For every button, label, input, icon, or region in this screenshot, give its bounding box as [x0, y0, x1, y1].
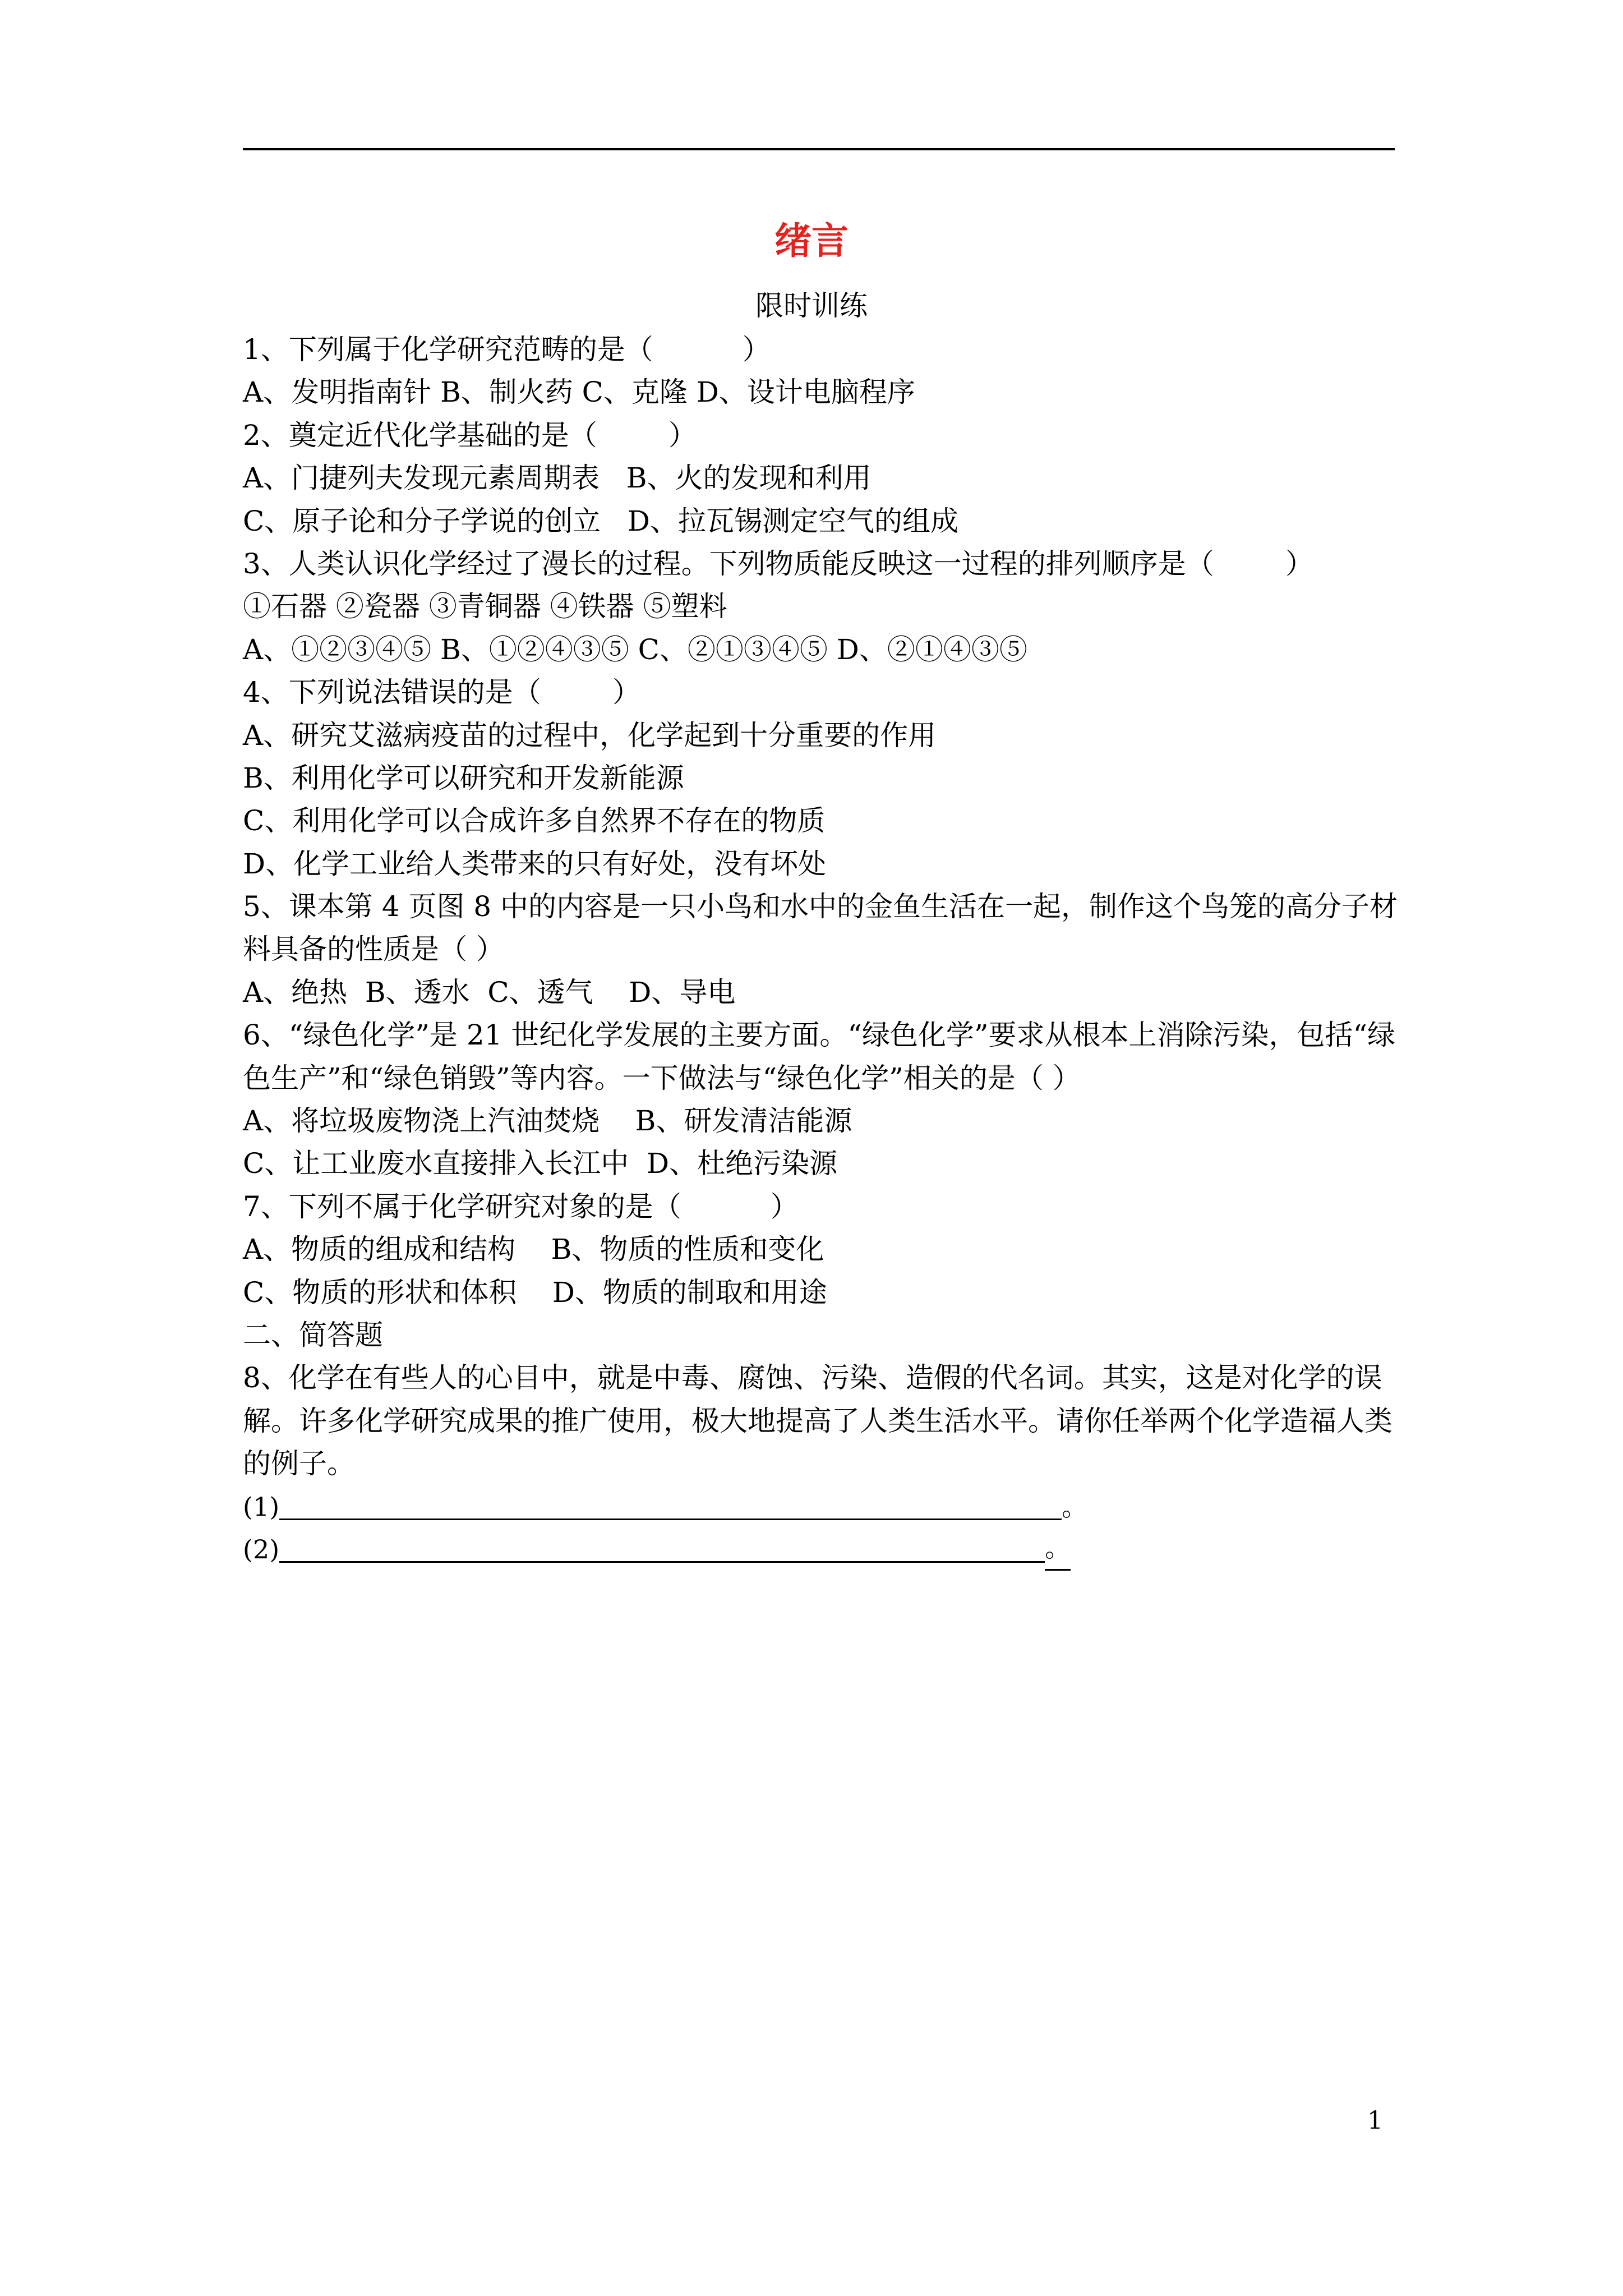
- question-5: 5、课本第 4 页图 8 中的内容是一只小鸟和水中的金鱼生活在一起，制作这个鸟笼的高分子材料具备的性质是（ ）: [243, 890, 1398, 966]
- answer-line-2: [243, 1528, 1398, 1571]
- question-6: 6、“绿色化学”是 21 世纪化学发展的主要方面。“绿色化学”要求从根本上消除污染，包括“绿色生产”和“绿色销毁”等内容。一下做法与“绿色化学”相关的是（ ）: [243, 1019, 1396, 1094]
- page-title: 绪言: [774, 219, 849, 263]
- question-1: 1、下列属于化学研究范畴的是（ ）: [243, 333, 771, 366]
- section-heading-short-answer: 二、简答题: [243, 1319, 383, 1352]
- question-4: 4、下列说法错误的是（ ）: [243, 676, 640, 709]
- question-2-options-ab: A、门捷列夫发现元素周期表 B、火的发现和利用: [243, 462, 872, 495]
- page-subtitle: 限时训练: [755, 289, 868, 322]
- question-content: [243, 328, 1398, 1571]
- answer-line-2-blank[interactable]: [279, 1533, 1045, 1563]
- question-6-options-cd: C、让工业废水直接排入长江中 D、杜绝污染源: [243, 1147, 838, 1180]
- question-4-option-d: D、化学工业给人类带来的只有好处，没有坏处: [243, 847, 827, 880]
- question-3-options: A、①②③④⑤ B、①②④③⑤ C、②①③④⑤ D、②①④③⑤: [243, 633, 1027, 666]
- answer-line-1-period: 。: [1062, 1491, 1088, 1522]
- question-7: 7、下列不属于化学研究对象的是（ ）: [243, 1190, 799, 1223]
- question-5-options: A、绝热 B、透水 C、透气 D、导电: [243, 976, 736, 1009]
- page-number: 1: [1367, 2106, 1383, 2135]
- question-3-items: ①石器 ②瓷器 ③青铜器 ④铁器 ⑤塑料: [243, 590, 727, 623]
- answer-line-2-period: 。: [1045, 1526, 1071, 1571]
- question-4-option-c: C、利用化学可以合成许多自然界不存在的物质: [243, 804, 826, 838]
- answer-line-2-number: (2): [243, 1534, 280, 1565]
- question-8: 8、化学在有些人的心目中，就是中毒、腐蚀、污染、造假的代名词。其实，这是对化学的误解。许多化学研究成果的推广使用，极大地提高了人类生活水平。请你任举两个化学造福人类的例子。: [243, 1361, 1393, 1480]
- header-rule: [243, 148, 1395, 150]
- question-2: 2、奠定近代化学基础的是（ ）: [243, 418, 697, 452]
- question-7-options-ab: A、物质的组成和结构 B、物质的性质和变化: [243, 1233, 824, 1266]
- answer-line-1-blank[interactable]: [279, 1490, 1062, 1520]
- question-4-option-a: A、研究艾滋病疫苗的过程中，化学起到十分重要的作用: [243, 719, 937, 752]
- question-3: 3、人类认识化学经过了漫长的过程。下列物质能反映这一过程的排列顺序是（ ）: [243, 547, 1313, 580]
- question-2-options-cd: C、原子论和分子学说的创立 D、拉瓦锡测定空气的组成: [243, 504, 959, 537]
- question-4-option-b: B、利用化学可以研究和开发新能源: [243, 761, 684, 794]
- answer-line-1: [243, 1485, 1398, 1528]
- question-6-options-ab: A、将垃圾废物浇上汽油焚烧 B、研发清洁能源: [243, 1105, 852, 1138]
- question-7-options-cd: C、物质的形状和体积 D、物质的制取和用途: [243, 1276, 827, 1309]
- question-1-options: A、发明指南针 B、制火药 C、克隆 D、设计电脑程序: [243, 376, 915, 409]
- answer-line-1-number: (1): [243, 1491, 280, 1522]
